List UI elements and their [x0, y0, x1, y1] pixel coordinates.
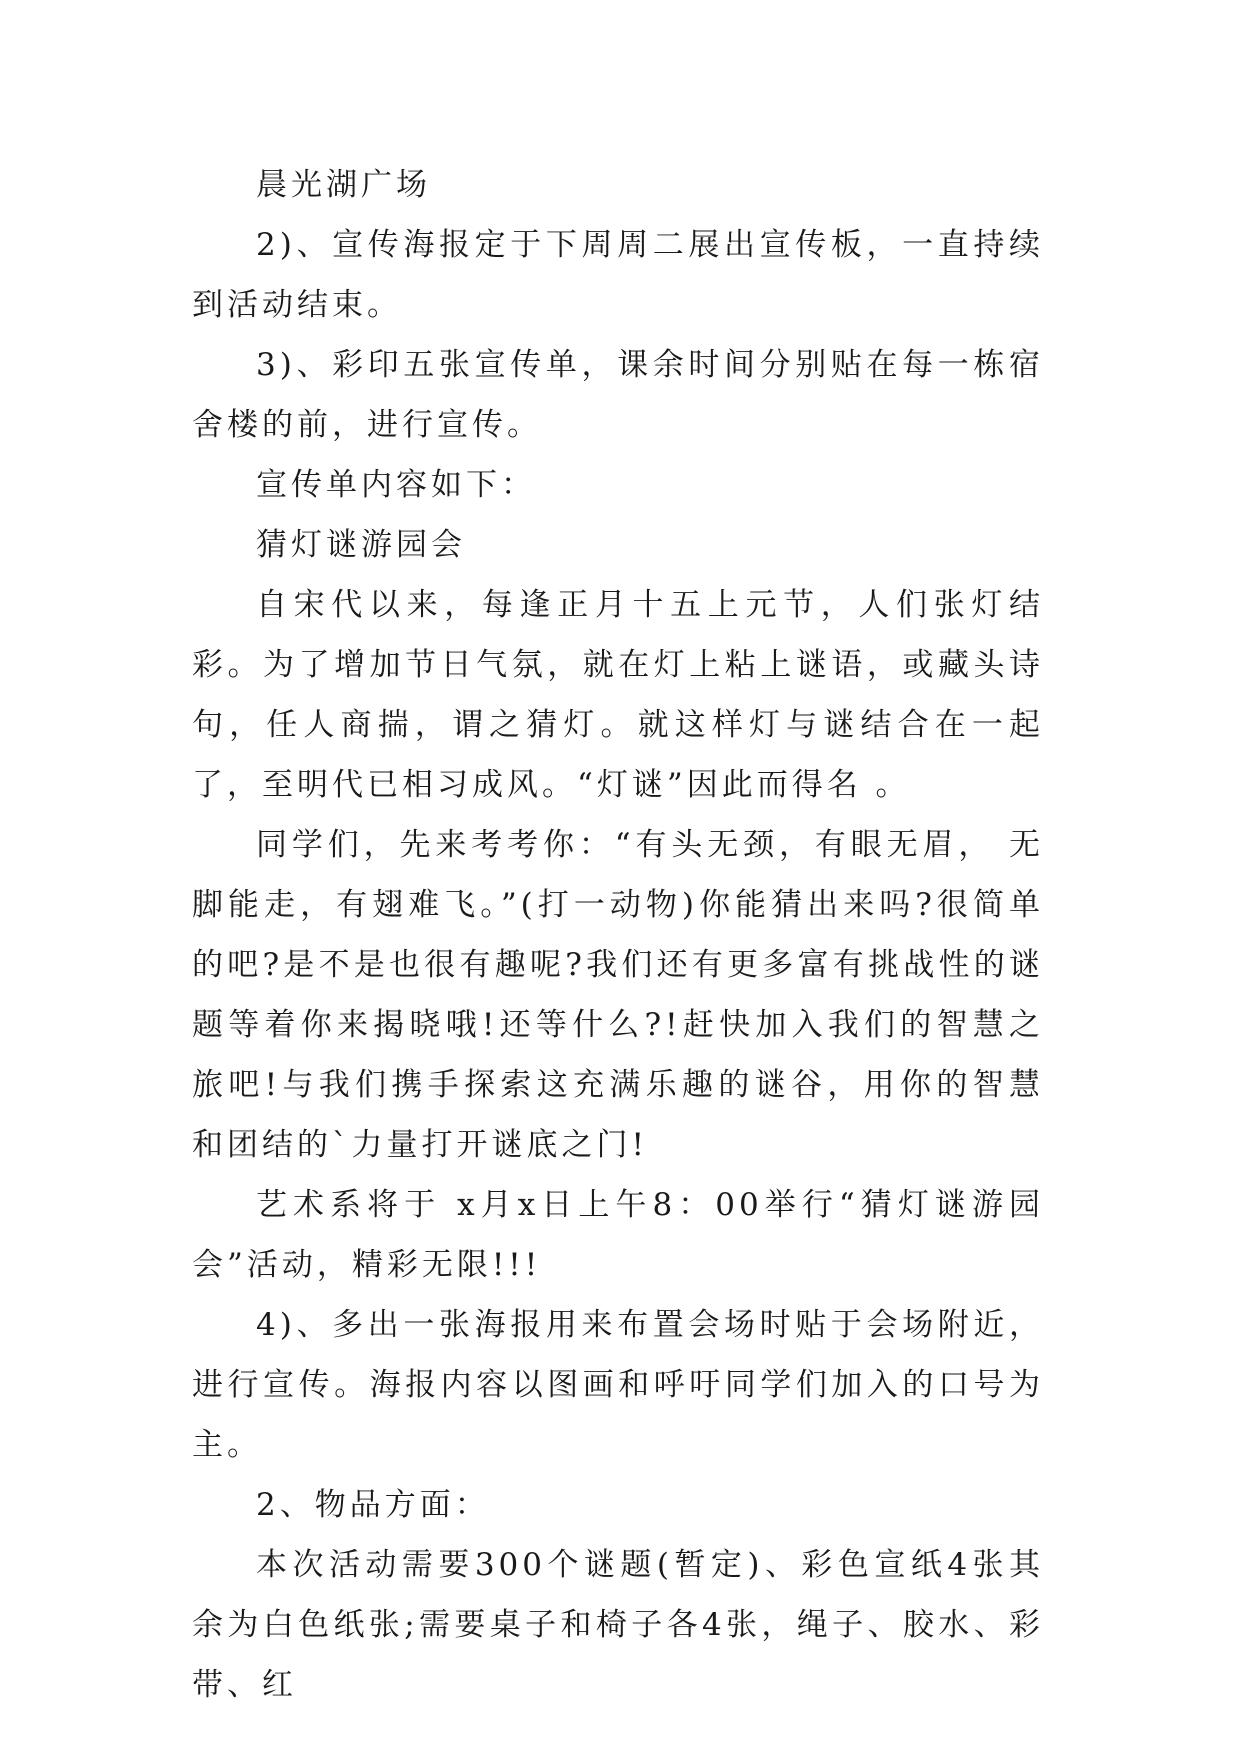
paragraph-poster-schedule: 2)、宣传海报定于下周周二展出宣传板，一直持续到活动结束。 [192, 227, 1044, 323]
paragraph-supplies-list: 本次活动需要300个谜题(暂定)、彩色宣纸4张其余为白色纸张;需要桌子和椅子各4张，绳子、胶水、彩带、红 [192, 1547, 1044, 1703]
paragraph-history: 自宋代以来，每逢正月十五上元节，人们张灯结彩。为了增加节日气氛，就在灯上粘上谜语，或藏头诗句，任人商揣，谓之猜灯。就这样灯与谜结合在一起了，至明代已相习成风。“灯谜”因此而得名 。 [192, 587, 1044, 803]
paragraph-supplies-heading: 2、物品方面： [256, 1487, 490, 1523]
paragraph-riddle-invite: 同学们，先来考考你：“有头无颈，有眼无眉， 无脚能走，有翅难飞。”(打一动物)你能猜出来吗?很简单的吧?是不是也很有趣呢?我们还有更多富有挑战性的谜题等着你来揭晓哦!还等什么?!赶快加入我们的智慧之旅吧!与我们携手探索这充满乐趣的谜谷，用你的智慧和团结的`力量打开谜底之门! [192, 827, 1044, 1163]
paragraph-flyer-intro: 宣传单内容如下： [256, 467, 536, 503]
paragraph-flyers: 3)、彩印五张宣传单，课余时间分别贴在每一栋宿舍楼的前，进行宣传。 [192, 347, 1044, 443]
paragraph-event-announcement: 艺术系将于 x月x日上午8：00举行“猜灯谜游园会”活动，精彩无限!!! [192, 1187, 1044, 1283]
document-body [192, 155, 1044, 1715]
paragraph-location: 晨光湖广场 [256, 167, 431, 203]
paragraph-event-title: 猜灯谜游园会 [256, 527, 466, 563]
paragraph-extra-poster: 4)、多出一张海报用来布置会场时贴于会场附近，进行宣传。海报内容以图画和呼吁同学们加入的口号为主。 [192, 1307, 1044, 1463]
